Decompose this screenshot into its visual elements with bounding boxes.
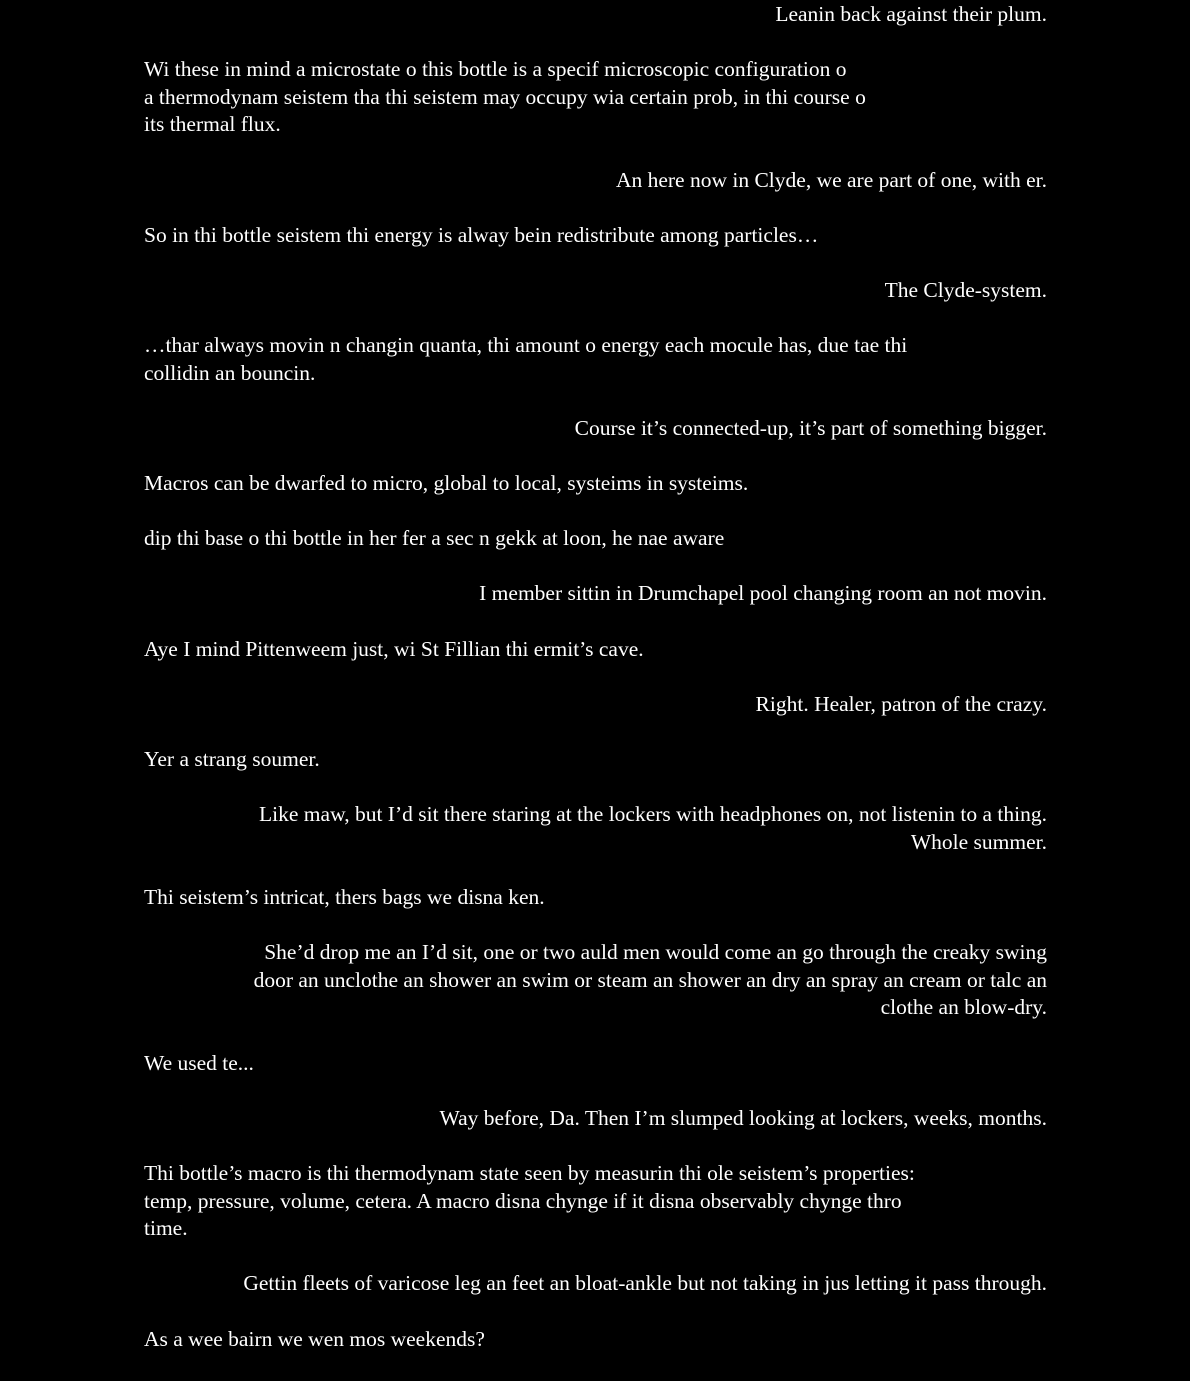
paragraph-line: temp, pressure, volume, cetera. A macro disna chynge if it disna observably chynge thro bbox=[144, 1188, 902, 1213]
paragraph-18 bbox=[144, 1105, 1047, 1133]
paragraph-15 bbox=[144, 884, 1047, 912]
paragraph-text: Way before, Da. Then I’m slumped looking at lockers, weeks, months. bbox=[439, 1105, 1047, 1130]
paragraph-line: a thermodynam seistem tha thi seistem may occupy wia certain prob, in thi course o bbox=[144, 84, 866, 109]
paragraph-13 bbox=[144, 746, 1047, 774]
paragraph-text: We used te... bbox=[144, 1050, 254, 1075]
paragraph-10 bbox=[144, 580, 1047, 608]
paragraph-text: The Clyde-system. bbox=[884, 277, 1047, 302]
paragraph-19 bbox=[144, 1160, 1047, 1243]
paragraph-line: Whole summer. bbox=[910, 829, 1047, 854]
paragraph-line: collidin an bouncin. bbox=[144, 360, 316, 385]
paragraph-line: time. bbox=[144, 1216, 188, 1241]
paragraph-line: clothe an blow-dry. bbox=[880, 995, 1047, 1020]
paragraph-14 bbox=[144, 801, 1047, 856]
paragraph-line: …thar always movin n changin quanta, thi amount o energy each mocule has, due tae thi bbox=[144, 333, 908, 358]
paragraph-text: As a wee bairn we wen mos weekends? bbox=[144, 1326, 485, 1351]
paragraph-20 bbox=[144, 1270, 1047, 1298]
paragraph-text: Aye I mind Pittenweem just, wi St Fillian thi ermit’s cave. bbox=[144, 636, 644, 661]
paragraph-line: Thi bottle’s macro is thi thermodynam state seen by measurin thi ole seistem’s properties: bbox=[144, 1160, 915, 1185]
paragraph-text: Right. Healer, patron of the crazy. bbox=[755, 691, 1047, 716]
paragraph-line: Like maw, but I’d sit there staring at the lockers with headphones on, not listenin to a thing. bbox=[259, 802, 1047, 827]
paragraph-7 bbox=[144, 415, 1047, 443]
paragraph-1 bbox=[144, 1, 1047, 29]
paragraph-text: Thi seistem’s intricat, thers bags we disna ken. bbox=[144, 885, 545, 909]
paragraph-line: She’d drop me an I’d sit, one or two auld men would come an go through the creaky swing bbox=[264, 940, 1047, 965]
paragraph-text: I member sittin in Drumchapel pool changing room an not movin. bbox=[479, 581, 1047, 606]
paragraph-text: Macros can be dwarfed to micro, global to local, systeims in systeims. bbox=[144, 471, 749, 496]
paragraph-text: Yer a strang soumer. bbox=[144, 747, 320, 772]
paragraph-12 bbox=[144, 691, 1047, 719]
paragraph-text: Leanin back against their plum. bbox=[775, 2, 1047, 26]
paragraph-2 bbox=[144, 56, 1047, 139]
paragraph-text: Gettin fleets of varicose leg an feet an bloat-ankle but not taking in jus letting it pass through. bbox=[243, 1271, 1047, 1296]
paragraph-17 bbox=[144, 1050, 1047, 1078]
paragraph-5 bbox=[144, 277, 1047, 305]
paragraph-9 bbox=[144, 525, 1047, 553]
paragraph-3 bbox=[144, 167, 1047, 195]
paragraph-text: An here now in Clyde, we are part of one, with er. bbox=[615, 167, 1047, 192]
paragraph-16 bbox=[144, 939, 1047, 1022]
paragraph-21 bbox=[144, 1326, 1047, 1354]
document-page bbox=[144, 0, 1047, 1381]
paragraph-11 bbox=[144, 636, 1047, 664]
paragraph-text: dip thi base o thi bottle in her fer a sec n gekk at loon, he nae aware bbox=[144, 526, 725, 551]
paragraph-8 bbox=[144, 470, 1047, 498]
paragraph-4 bbox=[144, 222, 1047, 250]
paragraph-text: So in thi bottle seistem thi energy is alway bein redistribute among particles… bbox=[144, 222, 819, 247]
paragraph-line: Wi these in mind a microstate o this bottle is a specif microscopic configuration o bbox=[144, 57, 847, 82]
paragraph-text: Course it’s connected-up, it’s part of something bigger. bbox=[574, 415, 1047, 440]
paragraph-6 bbox=[144, 332, 1047, 387]
paragraph-line: its thermal flux. bbox=[144, 112, 281, 137]
paragraph-line: door an unclothe an shower an swim or steam an shower an dry an spray an cream or talc an bbox=[253, 967, 1047, 992]
